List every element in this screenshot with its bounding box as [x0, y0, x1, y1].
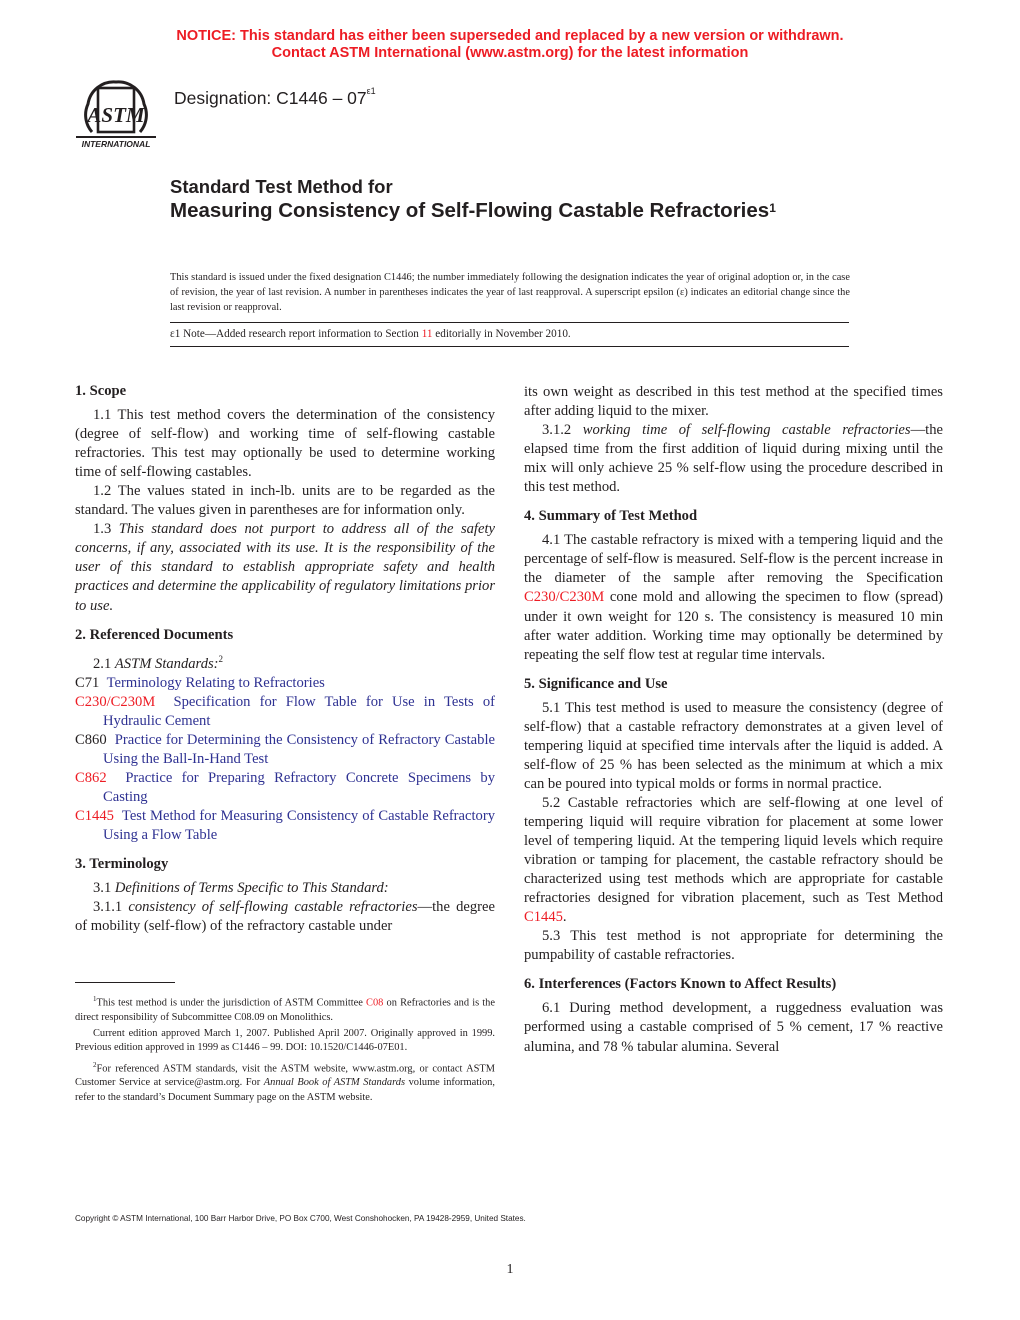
para-5-2-text-a: 5.2 Castable refractories which are self-flowing at one level of tempering liquid will require vibration for placement at some lower level of tempering liquid. At the tempering liquid levels which require vibration or tamping for placement, the castable refractory should be characterized using test methods which are appropriate for castable refractories designed for vibration placement, such as Test Method [524, 794, 943, 907]
para-5-1: 5.1 This test method is used to measure the consistency (degree of self-flow) that a castable refractory demonstrates at a given level of tempering liquid at specified time intervals after the liquid is added. A self-flow of 25 % has been selected as the minimum at which a mix can be poured into typical molds or forms in normal practice. [524, 699, 943, 792]
para-3-1-2 [524, 421, 943, 497]
ref-code: C860 [75, 731, 107, 748]
footnote-1-text-b: on Refractories and is the direct responsibility of Subcommittee C08.09 on Monolithics. [75, 997, 495, 1023]
notice-line-1: NOTICE: This standard has either been superseded and replaced by a new version or withdrawn. [176, 28, 844, 44]
document-title [170, 199, 790, 223]
para-4-1-text-b: cone mold and allowing the specimen to flow (spread) under it own weight for 120 s. The consistency is measured 10 min after water addition. Working time may optionally be determined by repeating the self flow test at regular time intervals. [524, 589, 943, 663]
para-3-1-1-term: consistency of self-flowing castable refractories [128, 899, 418, 916]
ref-title[interactable]: Test Method for Measuring Consistency of Castable Refractory Using a Flow Table [103, 807, 495, 843]
para-3-1 [75, 879, 495, 898]
title-main: Measuring Consistency of Self-Flowing Castable Refractories [170, 199, 770, 222]
para-2-1-footnote-ref: 2 [218, 653, 224, 664]
footnote-rule [75, 982, 175, 983]
right-column [524, 383, 943, 1057]
para-1-3-text: This standard does not purport to address all of the safety concerns, if any, associated with its use. It is the responsibility of the user of this standard to establish appropriate safety and health practices and determine the applicability of regulatory limitations prior to use. [75, 521, 495, 614]
ref-code: C71 [75, 674, 100, 691]
c08-link[interactable]: C08 [366, 997, 384, 1009]
logo-subtext: INTERNATIONAL [81, 139, 151, 149]
epsilon-note [170, 328, 571, 340]
astm-logo [70, 74, 162, 150]
c1445-link[interactable]: C1445 [524, 909, 563, 926]
para-2-1-text: ASTM Standards: [114, 655, 219, 672]
section-3-heading: 3. Terminology [75, 855, 169, 872]
withdrawn-notice [0, 28, 1020, 62]
section-1-heading: 1. Scope [75, 383, 127, 399]
footnote-2-text-a: For referenced ASTM standards, visit the ASTM website, www.astm.org, or contact ASTM Customer Service at service@astm.org. For [75, 1063, 495, 1089]
para-1-3 [75, 520, 495, 615]
ref-code: C862 [75, 769, 107, 786]
section-4-heading: 4. Summary of Test Method [524, 508, 698, 525]
designation-label: Designation: C1446 – 07 [174, 88, 367, 108]
ref-title[interactable]: Practice for Preparing Refractory Concrete Specimens by Casting [103, 769, 496, 805]
eps-note-prefix: ε1 Note—Added research report information to Section [170, 328, 422, 340]
para-3-1-1-text: —the degree of mobility (self-flow) of the refractory castable under [75, 899, 495, 935]
para-3-1-1-continued: its own weight as described in this test method at the specified times after adding liquid to the mixer. [524, 384, 943, 420]
footnote-2-text-b: volume information, refer to the standard’s Document Summary page on the ASTM website. [75, 1077, 495, 1103]
para-6-1: 6.1 During method development, a ruggedness evaluation was performed using a castable comprised of 5 % cement, 17 % reactive alumina, and 78 % tabular alumina. Several [524, 1000, 943, 1055]
c230-link[interactable]: C230/C230M [524, 589, 605, 606]
logo-text: ASTM [87, 103, 145, 127]
eps-note-suffix: editorially in November 2010. [432, 328, 571, 340]
section-11-link[interactable]: 11 [421, 328, 433, 340]
standard-issuance-note: This standard is issued under the fixed designation C1446; the number immediately following the designation indicates the year of original adoption or, in the case of revision, the year of last revision. A number in parentheses indicates the year of last reapproval. A superscript epsilon (ε) indicates an editorial change since the last revision or reapproval. [170, 272, 850, 313]
para-4-1-text-a: 4.1 The castable refractory is mixed with a tempering liquid and the percentage of self-flow is measured. Self-flow is the percent increase in the diameter of the sample after removing the Specification [524, 532, 943, 587]
footnote-2-marker: 2 [93, 1060, 97, 1069]
title-footnote-ref: 1 [769, 201, 776, 215]
note-rule-bottom [170, 346, 849, 347]
para-3-1-2-term: working time of self-flowing castable refractories [582, 422, 911, 439]
para-5-2-text-b: . [562, 909, 567, 926]
ref-code: C230/C230M [75, 693, 156, 710]
para-1-3-number: 1.3 [93, 521, 119, 538]
note-rule-top [170, 322, 849, 323]
ref-title[interactable]: Terminology Relating to Refractories [106, 674, 325, 691]
page-number: 1 [506, 1262, 514, 1277]
para-3-1-number: 3.1 [93, 879, 115, 896]
para-3-1-2-number: 3.1.2 [542, 422, 583, 439]
footnote-1-text-a: This test method is under the jurisdiction of ASTM Committee [96, 997, 367, 1009]
footnotes [75, 992, 495, 1107]
footnote-2-italic: Annual Book of ASTM Standards [263, 1077, 406, 1089]
ref-c1445[interactable] [75, 807, 495, 845]
para-2-1-number: 2.1 [93, 655, 115, 672]
para-5-3: 5.3 This test method is not appropriate for determining the pumpability of castable refractories. [524, 928, 943, 964]
ref-title[interactable]: Specification for Flow Table for Use in Tests of Hydraulic Cement [103, 693, 495, 729]
para-3-1-1-number: 3.1.1 [93, 899, 129, 916]
footnote-1 [75, 992, 495, 1025]
para-5-2 [524, 794, 943, 927]
para-3-1-2-text: —the elapsed time from the first addition of liquid during mixing until the mix will only achieve 25 % self-flow using the procedure described in this test method. [524, 422, 943, 496]
title-prefix: Standard Test Method for [170, 176, 393, 197]
section-6-heading: 6. Interferences (Factors Known to Affect Results) [524, 976, 837, 993]
ref-c862[interactable] [75, 769, 495, 807]
ref-c230[interactable] [75, 693, 495, 731]
para-3-1-1 [75, 898, 495, 936]
footnote-2 [75, 1058, 495, 1105]
para-2-1 [75, 650, 495, 674]
ref-code: C1445 [75, 807, 114, 824]
para-4-1 [524, 531, 943, 664]
para-3-1-text: Definitions of Terms Specific to This Standard: [114, 879, 389, 896]
ref-c860[interactable] [75, 731, 495, 769]
para-1-1: 1.1 This test method covers the determination of the consistency (degree of self-flow) and working time of self-flowing castable refractories. This test may optionally be used to determine working time of self-flowing castables. [75, 407, 495, 481]
footnote-1-edition: Current edition approved March 1, 2007. Published April 2007. Originally approved in 1999. Previous edition approved in 1999 as C1446 – 99. DOI: 10.1520/C1446-07E01. [75, 1028, 495, 1054]
ref-c71[interactable] [75, 674, 495, 693]
ref-title[interactable]: Practice for Determining the Consistency of Refractory Castable Using the Ball-In-Hand Test [103, 731, 495, 767]
footnote-1-marker: 1 [93, 995, 97, 1003]
section-5-heading: 5. Significance and Use [524, 675, 668, 692]
copyright-line: Copyright © ASTM International, 100 Barr Harbor Drive, PO Box C700, West Conshohocken, PA 19428-2959, United States. [75, 1214, 526, 1223]
left-column [75, 382, 495, 936]
para-1-2: 1.2 The values stated in inch-lb. units are to be regarded as the standard. The values given in parentheses are for information only. [75, 483, 495, 519]
designation-epsilon: ε1 [366, 86, 376, 96]
notice-line-2: Contact ASTM International (www.astm.org) for the latest information [271, 45, 749, 61]
section-2-heading: 2. Referenced Documents [75, 626, 234, 643]
designation [174, 88, 376, 109]
